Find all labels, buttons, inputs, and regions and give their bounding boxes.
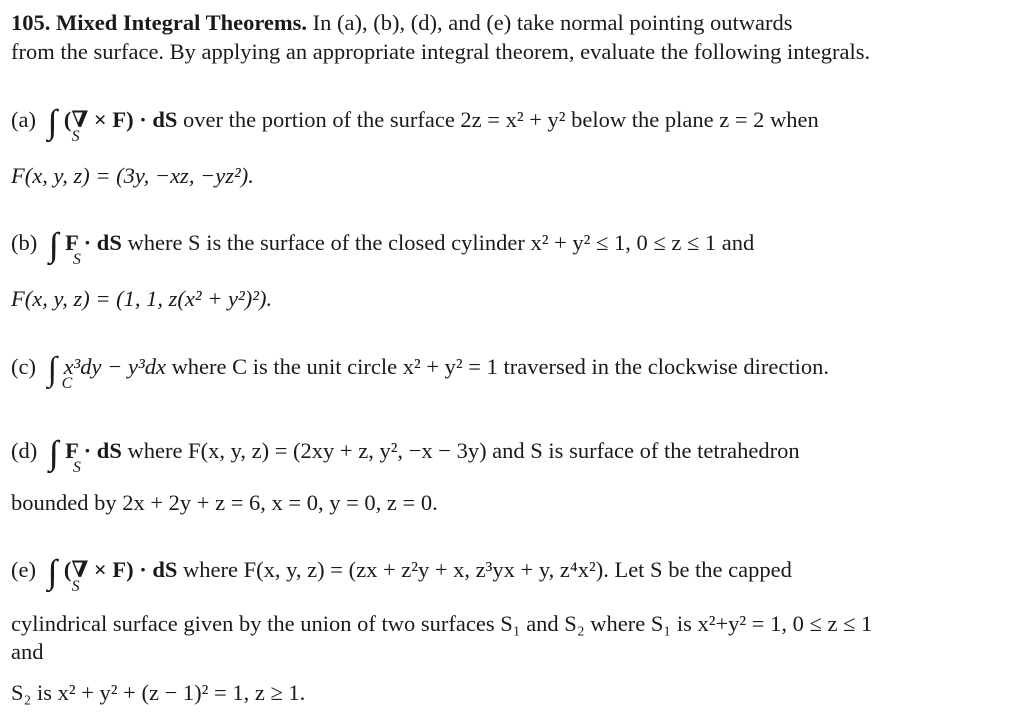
part-e-text-4: S₂ is x² + y² + (z − 1)² = 1, z ≥ 1. xyxy=(11,680,306,705)
part-b-text-1: where S is the surface of the closed cylinder x² + y² ≤ 1, 0 ≤ z ≤ 1 and xyxy=(121,230,755,255)
double-integral-symbol: ∫∫ S xyxy=(48,435,81,476)
problem-intro-1: In (a), (b), (d), and (e) take normal pointing outwards xyxy=(307,10,793,35)
part-b-label: (b) xyxy=(11,230,38,255)
part-a-line-2 xyxy=(11,162,254,190)
double-integral-symbol: ∫∫ S xyxy=(47,554,80,595)
part-d-line-1 xyxy=(11,435,800,476)
part-e-line-1 xyxy=(11,554,792,595)
part-b-line-1 xyxy=(11,227,755,268)
part-c-text-1: where C is the unit circle x² + y² = 1 traversed in the clockwise direction. xyxy=(165,354,829,379)
integral-subscript: S xyxy=(72,459,81,476)
part-d-label: (d) xyxy=(11,438,38,463)
part-e-line-4 xyxy=(11,679,305,707)
part-c-integrand: x³dy − y³dx xyxy=(63,354,166,379)
integral-subscript: S xyxy=(72,251,81,268)
part-a-text-1: over the portion of the surface 2z = x² + y² below the plane z = 2 when xyxy=(177,107,819,132)
part-e-line-3 xyxy=(11,638,44,666)
part-c-line-1 xyxy=(11,351,829,392)
part-c-label: (c) xyxy=(11,354,36,379)
integral-subscript: C xyxy=(61,375,73,392)
integral-subscript: S xyxy=(71,578,80,595)
part-e-text-2: cylindrical surface given by the union of two surfaces S₁ and S₂ where S₁ is x²+y² = 1, 0 ≤ z ≤ 1 xyxy=(11,611,873,636)
part-e-line-2 xyxy=(11,610,872,638)
part-d-integrand: F · dS xyxy=(65,438,122,463)
part-d-text-1: where F(x, y, z) = (2xy + z, y², −x − 3y) and S is surface of the tetrahedron xyxy=(121,438,800,463)
part-b-line-2 xyxy=(11,285,272,313)
part-a-label: (a) xyxy=(11,107,36,132)
problem-title: 105. Mixed Integral Theorems. xyxy=(11,10,308,35)
part-e-text-1: where F(x, y, z) = (zx + z²y + x, z³yx + y, z⁴x²). Let S be the capped xyxy=(177,557,792,582)
problem-intro-line-2 xyxy=(11,38,870,66)
part-e-label: (e) xyxy=(11,557,36,582)
part-a-integrand: (∇ × F) · dS xyxy=(63,107,178,132)
part-a-text-2: F(x, y, z) = (3y, −xz, −yz²). xyxy=(11,163,254,188)
part-e-integrand: (∇ × F) · dS xyxy=(63,557,178,582)
problem-header xyxy=(11,9,792,37)
part-b-integrand: F · dS xyxy=(65,230,122,255)
part-e-text-3: and xyxy=(11,639,44,664)
part-d-line-2 xyxy=(11,489,438,517)
double-integral-symbol: ∫∫ S xyxy=(47,104,80,145)
double-integral-symbol: ∫∫ S xyxy=(48,227,81,268)
problem-intro-2: from the surface. By applying an appropriate integral theorem, evaluate the following integrals. xyxy=(11,39,871,64)
integral-subscript: S xyxy=(71,128,80,145)
part-a-line-1 xyxy=(11,104,819,145)
part-b-text-2: F(x, y, z) = (1, 1, z(x² + y²)²). xyxy=(11,286,273,311)
part-d-text-2: bounded by 2x + 2y + z = 6, x = 0, y = 0, z = 0. xyxy=(11,490,438,515)
